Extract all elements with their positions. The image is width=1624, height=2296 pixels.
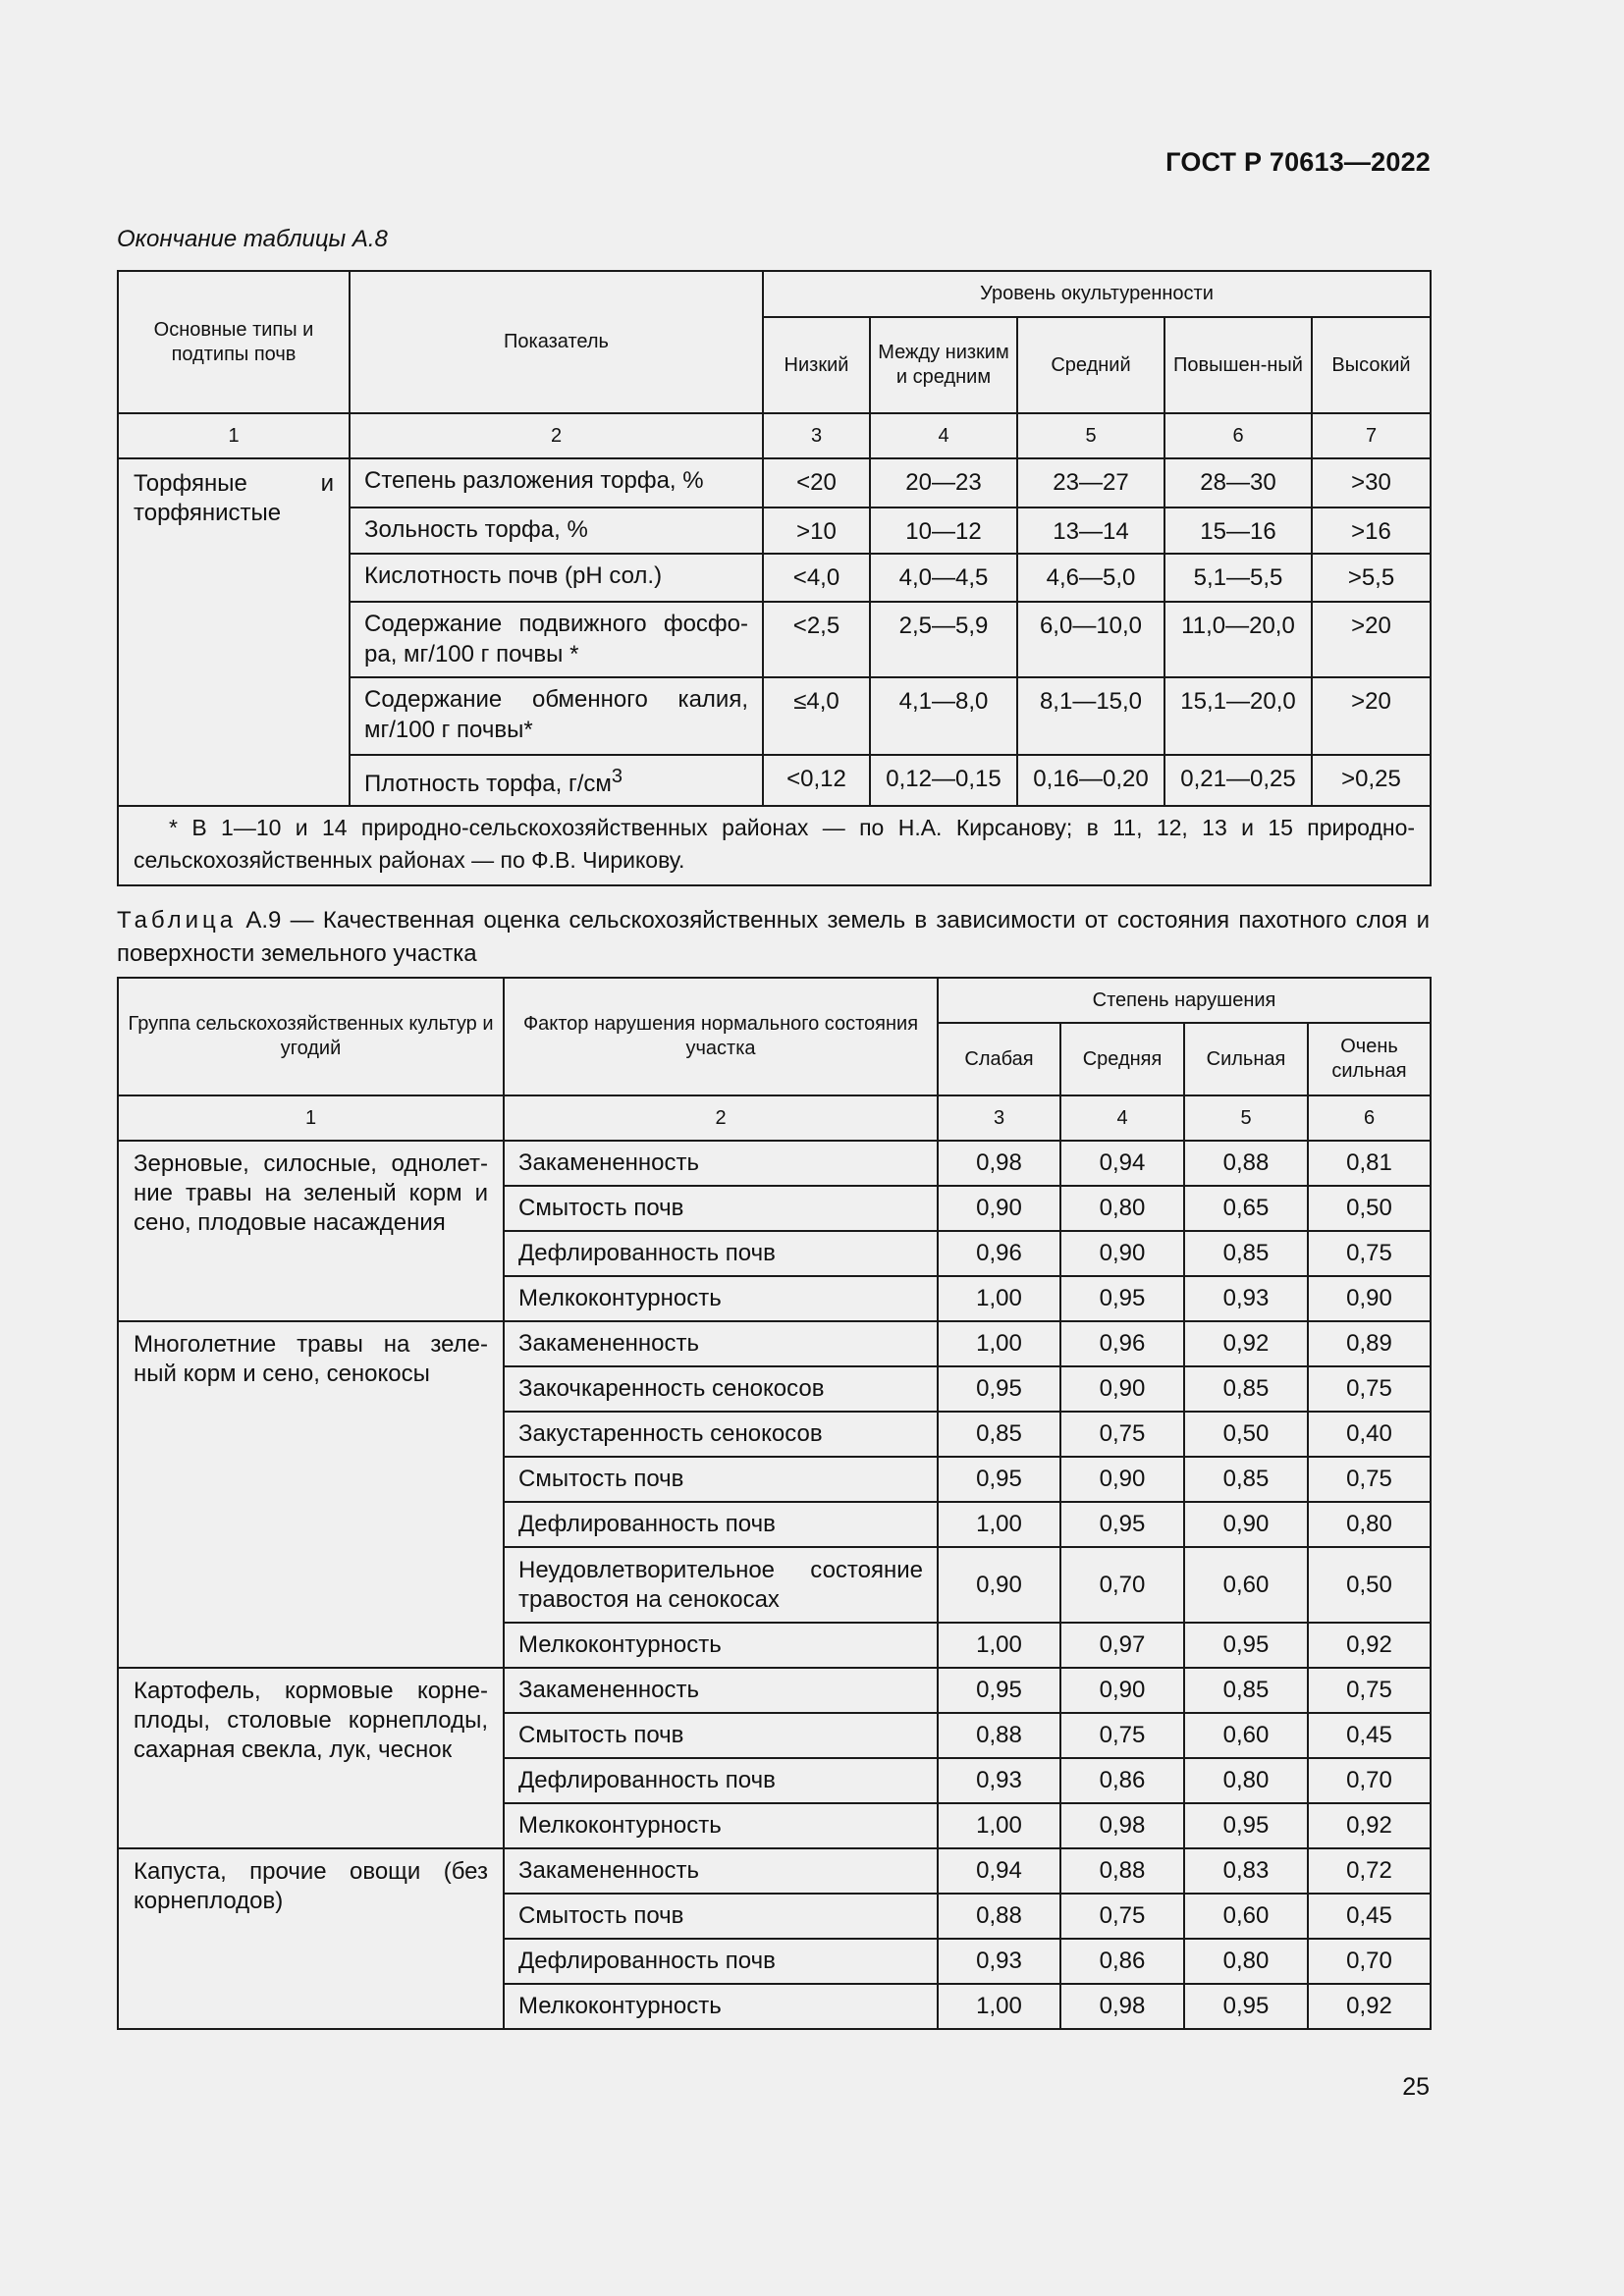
header-degree-very-strong: Очень сильная bbox=[1308, 1023, 1431, 1095]
coefficient-value: 0,72 bbox=[1308, 1848, 1431, 1894]
coefficient-value: 0,60 bbox=[1184, 1713, 1308, 1758]
coefficient-value: 0,88 bbox=[938, 1713, 1060, 1758]
indicator-name bbox=[350, 755, 763, 806]
indicator-name: Кислотность почв (рН сол.) bbox=[350, 554, 763, 602]
indicator-value: >5,5 bbox=[1312, 554, 1431, 602]
header-factor: Фактор нарушения нормального состояния участка bbox=[504, 978, 938, 1095]
table-a8 bbox=[117, 270, 1432, 886]
coefficient-value: 0,95 bbox=[1184, 1803, 1308, 1848]
coefficient-value: 0,86 bbox=[1060, 1939, 1184, 1984]
coefficient-value: 0,95 bbox=[1060, 1276, 1184, 1321]
disturbance-factor: Неудовлетворительное состояние травостоя на сенокосах bbox=[504, 1547, 938, 1623]
indicator-value: <2,5 bbox=[763, 602, 870, 677]
soil-type-line: торфянистые bbox=[134, 500, 282, 526]
column-number: 5 bbox=[1017, 413, 1164, 458]
coefficient-value: 1,00 bbox=[938, 1803, 1060, 1848]
coefficient-value: 0,83 bbox=[1184, 1848, 1308, 1894]
coefficient-value: 0,98 bbox=[1060, 1984, 1184, 2029]
indicator-value: >20 bbox=[1312, 602, 1431, 677]
coefficient-value: 0,90 bbox=[1060, 1366, 1184, 1412]
coefficient-value: 0,80 bbox=[1308, 1502, 1431, 1547]
coefficient-value: 0,98 bbox=[1060, 1803, 1184, 1848]
coefficient-value: 0,98 bbox=[938, 1141, 1060, 1186]
table-a9-caption bbox=[117, 904, 1430, 971]
coefficient-value: 0,96 bbox=[938, 1231, 1060, 1276]
indicator-value: 10—12 bbox=[870, 507, 1017, 554]
coefficient-value: 1,00 bbox=[938, 1321, 1060, 1366]
header-level-raised: Повышен-ный bbox=[1164, 317, 1312, 413]
disturbance-factor: Дефлированность почв bbox=[504, 1502, 938, 1547]
header-degree-strong: Сильная bbox=[1184, 1023, 1308, 1095]
coefficient-value: 0,95 bbox=[1184, 1984, 1308, 2029]
coefficient-value: 0,89 bbox=[1308, 1321, 1431, 1366]
coefficient-value: 0,88 bbox=[938, 1894, 1060, 1939]
indicator-value: <0,12 bbox=[763, 755, 870, 806]
indicator-value: 0,12—0,15 bbox=[870, 755, 1017, 806]
disturbance-factor: Смытость почв bbox=[504, 1457, 938, 1502]
coefficient-value: 0,80 bbox=[1060, 1186, 1184, 1231]
indicator-value: >20 bbox=[1312, 677, 1431, 755]
coefficient-value: 0,85 bbox=[1184, 1231, 1308, 1276]
indicator-value: 13—14 bbox=[1017, 507, 1164, 554]
indicator-value: 4,0—4,5 bbox=[870, 554, 1017, 602]
coefficient-value: 0,93 bbox=[938, 1939, 1060, 1984]
disturbance-factor: Закамененность bbox=[504, 1848, 938, 1894]
coefficient-value: 0,70 bbox=[1308, 1758, 1431, 1803]
indicator-name: Содержание обменного калия, мг/100 г почвы* bbox=[350, 677, 763, 755]
disturbance-factor: Смытость почв bbox=[504, 1186, 938, 1231]
coefficient-value: 0,93 bbox=[1184, 1276, 1308, 1321]
table-a9 bbox=[117, 977, 1432, 2030]
coefficient-value: 0,80 bbox=[1184, 1939, 1308, 1984]
coefficient-value: 0,85 bbox=[1184, 1457, 1308, 1502]
disturbance-factor: Закустаренность сенокосов bbox=[504, 1412, 938, 1457]
indicator-value: >10 bbox=[763, 507, 870, 554]
table-row bbox=[118, 1848, 1431, 1894]
indicator-value: <4,0 bbox=[763, 554, 870, 602]
disturbance-factor: Мелкоконтурность bbox=[504, 1803, 938, 1848]
coefficient-value: 0,90 bbox=[938, 1186, 1060, 1231]
indicator-value: 4,1—8,0 bbox=[870, 677, 1017, 755]
coefficient-value: 0,80 bbox=[1184, 1758, 1308, 1803]
coefficient-value: 0,65 bbox=[1184, 1186, 1308, 1231]
disturbance-factor: Мелкоконтурность bbox=[504, 1276, 938, 1321]
table-footnote bbox=[118, 806, 1431, 885]
column-number: 4 bbox=[870, 413, 1017, 458]
coefficient-value: 0,85 bbox=[938, 1412, 1060, 1457]
coefficient-value: 0,90 bbox=[1060, 1231, 1184, 1276]
coefficient-value: 0,45 bbox=[1308, 1713, 1431, 1758]
column-number: 1 bbox=[118, 413, 350, 458]
column-number: 4 bbox=[1060, 1095, 1184, 1141]
coefficient-value: 0,75 bbox=[1308, 1668, 1431, 1713]
coefficient-value: 0,92 bbox=[1184, 1321, 1308, 1366]
header-group: Группа сельскохозяйственных культур и угодий bbox=[118, 978, 504, 1095]
indicator-value: 15—16 bbox=[1164, 507, 1312, 554]
column-number: 5 bbox=[1184, 1095, 1308, 1141]
coefficient-value: 1,00 bbox=[938, 1502, 1060, 1547]
header-degree-group: Степень нарушения bbox=[938, 978, 1431, 1023]
indicator-name: Содержание подвижного фосфо-ра, мг/100 г почвы * bbox=[350, 602, 763, 677]
disturbance-factor: Дефлированность почв bbox=[504, 1231, 938, 1276]
indicator-value: 0,21—0,25 bbox=[1164, 755, 1312, 806]
indicator-value: 15,1—20,0 bbox=[1164, 677, 1312, 755]
indicator-value: 11,0—20,0 bbox=[1164, 602, 1312, 677]
indicator-value: 4,6—5,0 bbox=[1017, 554, 1164, 602]
coefficient-value: 1,00 bbox=[938, 1276, 1060, 1321]
page-number: 25 bbox=[1402, 2073, 1430, 2101]
coefficient-value: 0,81 bbox=[1308, 1141, 1431, 1186]
disturbance-factor: Дефлированность почв bbox=[504, 1758, 938, 1803]
header-level-group: Уровень окультуренности bbox=[763, 271, 1431, 317]
table-caption-text: А.9 — Качественная оценка сельскохозяйственных земель в зависимости от состояния пахотного слоя и поверхности земельного участка bbox=[117, 907, 1430, 967]
header-soil-types: Основные типы и подтипы почв bbox=[118, 271, 350, 413]
indicator-value: 0,16—0,20 bbox=[1017, 755, 1164, 806]
coefficient-value: 0,50 bbox=[1308, 1547, 1431, 1623]
indicator-name-superscript: 3 bbox=[611, 766, 623, 787]
indicator-value: ≤4,0 bbox=[763, 677, 870, 755]
document-code: ГОСТ Р 70613—2022 bbox=[1165, 147, 1431, 177]
coefficient-value: 0,90 bbox=[1060, 1457, 1184, 1502]
table-caption-label: Таблица bbox=[117, 907, 238, 934]
disturbance-factor: Закочкаренность сенокосов bbox=[504, 1366, 938, 1412]
header-level-low-mid: Между низким и средним bbox=[870, 317, 1017, 413]
soil-type-word: Торфяные bbox=[134, 470, 247, 497]
crop-group-name: Картофель, кормовые корне-плоды, столовые корнеплоды, сахарная свекла, лук, чеснок bbox=[118, 1668, 504, 1848]
coefficient-value: 0,86 bbox=[1060, 1758, 1184, 1803]
indicator-value: 2,5—5,9 bbox=[870, 602, 1017, 677]
coefficient-value: 0,70 bbox=[1308, 1939, 1431, 1984]
crop-group-name: Зерновые, силосные, однолет-ние травы на зеленый корм и сено, плодовые насаждения bbox=[118, 1141, 504, 1321]
table-row bbox=[118, 1141, 1431, 1186]
table-a9-body bbox=[118, 1141, 1431, 2029]
table-continuation-caption: Окончание таблицы А.8 bbox=[117, 226, 388, 252]
coefficient-value: 0,93 bbox=[938, 1758, 1060, 1803]
coefficient-value: 0,75 bbox=[1060, 1894, 1184, 1939]
coefficient-value: 0,95 bbox=[938, 1457, 1060, 1502]
coefficient-value: 0,75 bbox=[1060, 1713, 1184, 1758]
indicator-name: Степень разложения торфа, % bbox=[350, 458, 763, 507]
coefficient-value: 0,95 bbox=[1060, 1502, 1184, 1547]
coefficient-value: 1,00 bbox=[938, 1984, 1060, 2029]
column-number: 1 bbox=[118, 1095, 504, 1141]
disturbance-factor: Смытость почв bbox=[504, 1894, 938, 1939]
coefficient-value: 0,90 bbox=[1060, 1668, 1184, 1713]
coefficient-value: 0,97 bbox=[1060, 1623, 1184, 1668]
column-number: 2 bbox=[350, 413, 763, 458]
header-level-mid: Средний bbox=[1017, 317, 1164, 413]
coefficient-value: 0,75 bbox=[1308, 1366, 1431, 1412]
coefficient-value: 0,88 bbox=[1184, 1141, 1308, 1186]
coefficient-value: 0,40 bbox=[1308, 1412, 1431, 1457]
indicator-name: Зольность торфа, % bbox=[350, 507, 763, 554]
indicator-value: 23—27 bbox=[1017, 458, 1164, 507]
soil-type-word: и bbox=[320, 470, 334, 497]
indicator-value: <20 bbox=[763, 458, 870, 507]
indicator-value: 5,1—5,5 bbox=[1164, 554, 1312, 602]
coefficient-value: 0,45 bbox=[1308, 1894, 1431, 1939]
coefficient-value: 0,92 bbox=[1308, 1984, 1431, 2029]
header-level-low: Низкий bbox=[763, 317, 870, 413]
header-degree-medium: Средняя bbox=[1060, 1023, 1184, 1095]
indicator-value: 6,0—10,0 bbox=[1017, 602, 1164, 677]
disturbance-factor: Дефлированность почв bbox=[504, 1939, 938, 1984]
indicator-value: >16 bbox=[1312, 507, 1431, 554]
crop-group-name: Многолетние травы на зеле-ный корм и сено, сенокосы bbox=[118, 1321, 504, 1668]
coefficient-value: 0,60 bbox=[1184, 1894, 1308, 1939]
table-row bbox=[118, 1668, 1431, 1713]
column-number: 3 bbox=[938, 1095, 1060, 1141]
indicator-value: 8,1—15,0 bbox=[1017, 677, 1164, 755]
disturbance-factor: Закамененность bbox=[504, 1668, 938, 1713]
coefficient-value: 0,75 bbox=[1308, 1231, 1431, 1276]
coefficient-value: 0,95 bbox=[938, 1668, 1060, 1713]
disturbance-factor: Смытость почв bbox=[504, 1713, 938, 1758]
column-number: 6 bbox=[1164, 413, 1312, 458]
column-number: 7 bbox=[1312, 413, 1431, 458]
coefficient-value: 0,94 bbox=[1060, 1141, 1184, 1186]
disturbance-factor: Мелкоконтурность bbox=[504, 1623, 938, 1668]
coefficient-value: 1,00 bbox=[938, 1623, 1060, 1668]
coefficient-value: 0,96 bbox=[1060, 1321, 1184, 1366]
indicator-value: 28—30 bbox=[1164, 458, 1312, 507]
crop-group-name: Капуста, прочие овощи (без корнеплодов) bbox=[118, 1848, 504, 2029]
coefficient-value: 0,90 bbox=[1184, 1502, 1308, 1547]
coefficient-value: 0,88 bbox=[1060, 1848, 1184, 1894]
disturbance-factor: Закамененность bbox=[504, 1321, 938, 1366]
coefficient-value: 0,94 bbox=[938, 1848, 1060, 1894]
header-degree-weak: Слабая bbox=[938, 1023, 1060, 1095]
coefficient-value: 0,95 bbox=[1184, 1623, 1308, 1668]
column-number: 6 bbox=[1308, 1095, 1431, 1141]
column-number: 3 bbox=[763, 413, 870, 458]
soil-type-cell bbox=[118, 458, 350, 806]
coefficient-value: 0,50 bbox=[1308, 1186, 1431, 1231]
footnote-text: * В 1—10 и 14 природно-сельскохозяйственных районах — по Н.А. Кирсанову; в 11, 12, 13 и 15 природно-сельскохозяйственных районах — по Ф.В. Чирикову. bbox=[134, 815, 1416, 873]
indicator-name-text: Плотность торфа, г/см bbox=[364, 771, 612, 797]
coefficient-value: 0,50 bbox=[1184, 1412, 1308, 1457]
disturbance-factor: Мелкоконтурность bbox=[504, 1984, 938, 2029]
coefficient-value: 0,92 bbox=[1308, 1803, 1431, 1848]
coefficient-value: 0,90 bbox=[938, 1547, 1060, 1623]
coefficient-value: 0,90 bbox=[1308, 1276, 1431, 1321]
coefficient-value: 0,85 bbox=[1184, 1366, 1308, 1412]
column-number: 2 bbox=[504, 1095, 938, 1141]
indicator-value: 20—23 bbox=[870, 458, 1017, 507]
header-indicator: Показатель bbox=[350, 271, 763, 413]
coefficient-value: 0,92 bbox=[1308, 1623, 1431, 1668]
table-row bbox=[118, 1321, 1431, 1366]
coefficient-value: 0,85 bbox=[1184, 1668, 1308, 1713]
disturbance-factor: Закамененность bbox=[504, 1141, 938, 1186]
indicator-value: >30 bbox=[1312, 458, 1431, 507]
indicator-value: >0,25 bbox=[1312, 755, 1431, 806]
coefficient-value: 0,75 bbox=[1060, 1412, 1184, 1457]
coefficient-value: 0,95 bbox=[938, 1366, 1060, 1412]
header-level-high: Высокий bbox=[1312, 317, 1431, 413]
coefficient-value: 0,60 bbox=[1184, 1547, 1308, 1623]
coefficient-value: 0,70 bbox=[1060, 1547, 1184, 1623]
coefficient-value: 0,75 bbox=[1308, 1457, 1431, 1502]
